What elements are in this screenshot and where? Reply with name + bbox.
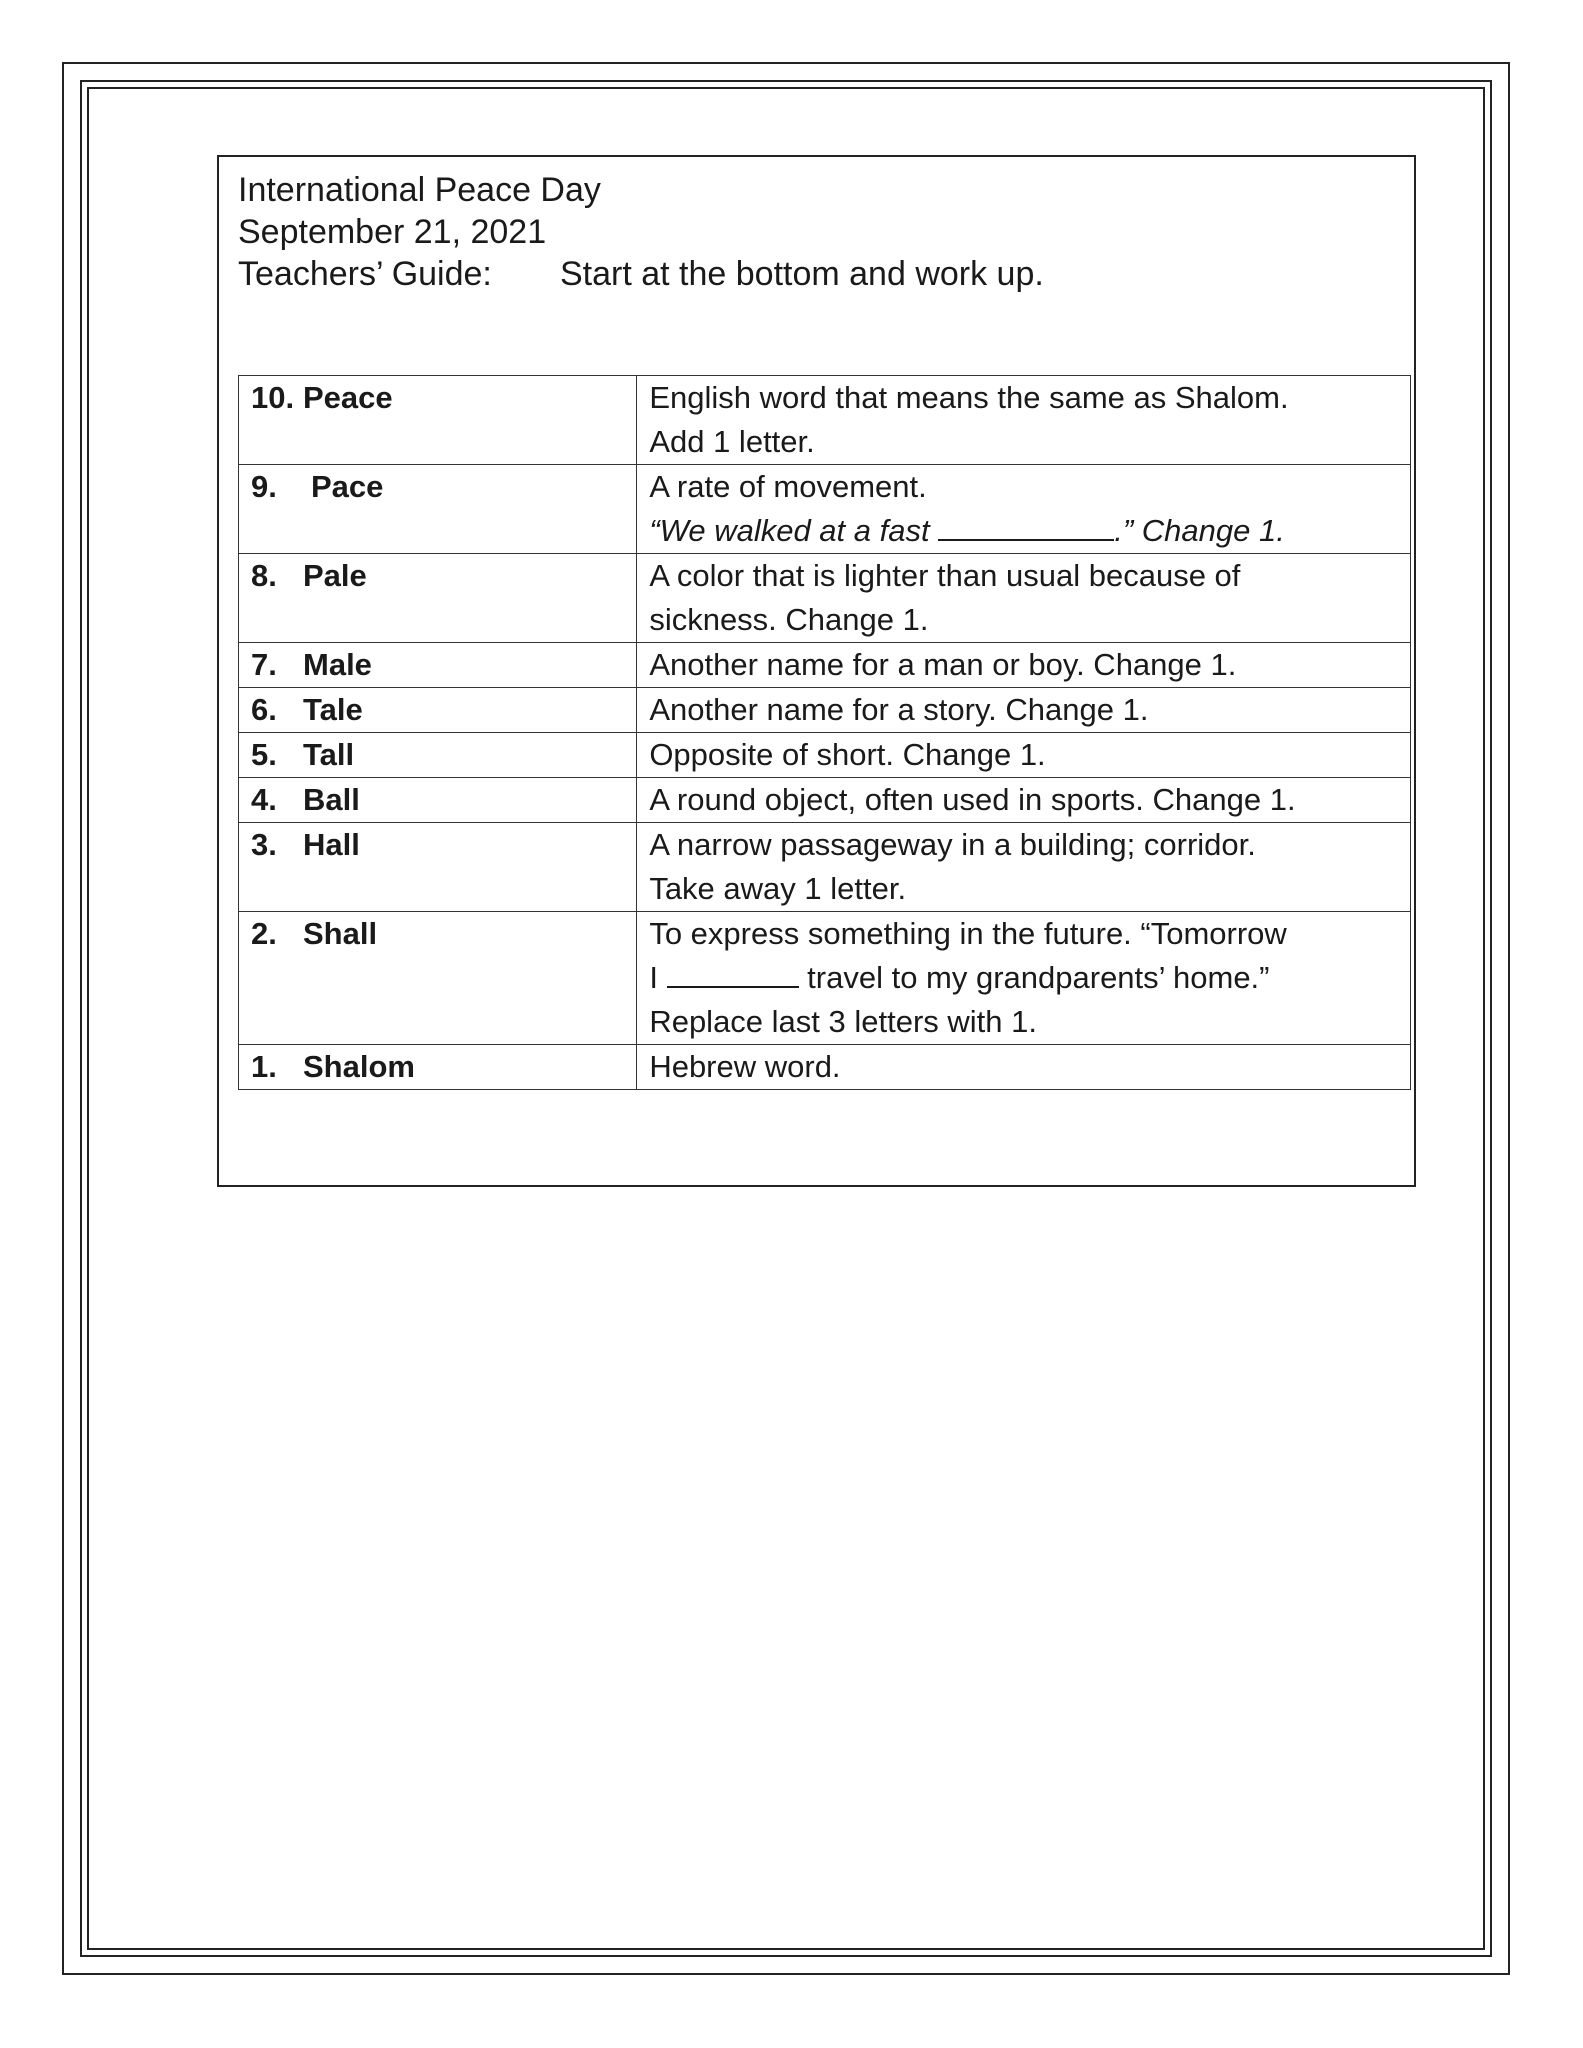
- sentence-start: “We walked at a fast: [649, 513, 939, 548]
- teachers-guide-line: [238, 253, 1044, 295]
- clue-text: Hebrew word.: [649, 1049, 841, 1084]
- row-number: 9.: [251, 469, 277, 504]
- clue-cell: [637, 643, 1411, 688]
- table-row: [239, 643, 1411, 688]
- word-cell: [239, 554, 637, 643]
- word-cell: [239, 688, 637, 733]
- word-cell: [239, 465, 637, 554]
- clue-cell: [637, 465, 1411, 554]
- clue-text: A color that is lighter than usual because of: [649, 558, 1241, 593]
- clue-cell: [637, 778, 1411, 823]
- clue-text: A narrow passageway in a building; corridor.: [649, 827, 1256, 862]
- clue-instruction: sickness. Change 1.: [649, 602, 929, 637]
- clue-text: A round object, often used in sports. Change 1.: [649, 782, 1296, 817]
- answer-word: Tale: [303, 692, 363, 727]
- word-ladder-table: [238, 375, 1411, 1090]
- clue-cell: [637, 376, 1411, 465]
- clue-cell: [637, 912, 1411, 1045]
- answer-word: Shalom: [303, 1049, 415, 1084]
- clue-cell: [637, 733, 1411, 778]
- worksheet-title: International Peace Day: [238, 171, 601, 209]
- row-number: 6.: [251, 692, 277, 727]
- clue-example-sentence: [649, 956, 1398, 1000]
- word-cell: [239, 823, 637, 912]
- row-number: 4.: [251, 782, 277, 817]
- worksheet-box: [217, 155, 1416, 1187]
- guide-label: Teachers’ Guide:: [238, 255, 492, 293]
- sentence-end: .” Change 1.: [1114, 513, 1285, 548]
- guide-instruction: Start at the bottom and work up.: [560, 255, 1044, 293]
- answer-word: Peace: [303, 380, 393, 415]
- answer-word: Pace: [311, 469, 384, 504]
- table-row: [239, 912, 1411, 1045]
- answer-word: Hall: [303, 827, 360, 862]
- clue-cell: [637, 823, 1411, 912]
- row-number: 7.: [251, 647, 277, 682]
- word-cell: [239, 643, 637, 688]
- row-number: 10.: [251, 380, 295, 415]
- word-cell: [239, 778, 637, 823]
- clue-cell: [637, 688, 1411, 733]
- answer-word: Ball: [303, 782, 360, 817]
- word-cell: [239, 912, 637, 1045]
- table-row: [239, 688, 1411, 733]
- fill-in-blank: [667, 960, 799, 988]
- clue-text: To express something in the future. “Tomorrow: [649, 916, 1287, 951]
- answer-word: Shall: [303, 916, 378, 951]
- word-cell: [239, 376, 637, 465]
- row-number: 3.: [251, 827, 277, 862]
- table-row: [239, 823, 1411, 912]
- clue-text: A rate of movement.: [649, 469, 927, 504]
- fill-in-blank: [938, 513, 1114, 541]
- worksheet-header: [238, 169, 1044, 295]
- word-cell: [239, 733, 637, 778]
- clue-text: Another name for a story. Change 1.: [649, 692, 1149, 727]
- row-number: 8.: [251, 558, 277, 593]
- row-number: 5.: [251, 737, 277, 772]
- clue-text: Opposite of short. Change 1.: [649, 737, 1046, 772]
- clue-instruction: Add 1 letter.: [649, 424, 815, 459]
- row-number: 2.: [251, 916, 277, 951]
- table-row: [239, 554, 1411, 643]
- row-number: 1.: [251, 1049, 277, 1084]
- sentence-end: travel to my grandparents’ home.”: [798, 960, 1270, 995]
- table-row: [239, 1045, 1411, 1090]
- clue-instruction: Replace last 3 letters with 1.: [649, 1004, 1037, 1039]
- clue-cell: [637, 1045, 1411, 1090]
- answer-word: Pale: [303, 558, 367, 593]
- clue-text: Another name for a man or boy. Change 1.: [649, 647, 1237, 682]
- table-row: [239, 733, 1411, 778]
- table-row: [239, 376, 1411, 465]
- table-row: [239, 778, 1411, 823]
- clue-example-sentence: [649, 509, 1398, 553]
- answer-word: Male: [303, 647, 372, 682]
- sentence-start: I: [649, 960, 667, 995]
- table-row: [239, 465, 1411, 554]
- clue-instruction: Take away 1 letter.: [649, 871, 907, 906]
- word-cell: [239, 1045, 637, 1090]
- worksheet-date: September 21, 2021: [238, 213, 547, 251]
- answer-word: Tall: [303, 737, 355, 772]
- clue-text: English word that means the same as Shalom.: [649, 380, 1289, 415]
- clue-cell: [637, 554, 1411, 643]
